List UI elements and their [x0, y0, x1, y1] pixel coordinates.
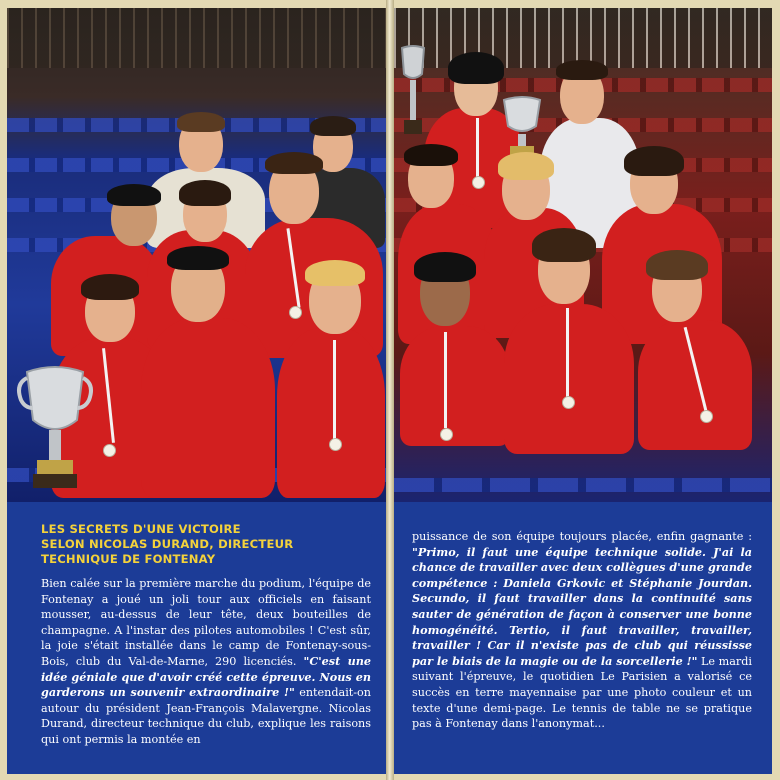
heading-line: SELON NICOLAS DURAND, DIRECTEUR	[41, 537, 294, 551]
trophy-icon	[398, 44, 428, 144]
body-text: Bien calée sur la première marche du podium, l'équipe de Fontenay a joué un joli tour aux officiels en faisant mousser, au-dessus de leur tête, deux bouteilles de champagne. A l'instar des pilotes automobiles ! C'est sûr, la joie s'était installée dans le camp de Fontenay-sous-Bois, club du Val-de-Marne, 290 licenciés.	[41, 577, 371, 668]
body-text: Le mardi suivant l'épreuve, le quotidien Le Parisien a valorisé ce succès en terre mayennaise par une photo couleur et un texte d'une demi-page. Le tennis de table ne se pratique pas à Fontenay dans l'anonymat...	[412, 654, 752, 731]
arena-rafters	[7, 8, 386, 68]
trophy-icon	[498, 96, 546, 160]
body-text: entendait-on autour du président Jean-François Malavergne. Nicolas Durand, directeur technique du club, explique les raisons qui ont permis la montée en	[41, 686, 371, 746]
right-page	[394, 8, 772, 774]
article-heading	[41, 522, 381, 567]
page-gutter	[386, 0, 394, 780]
quote-text: "C'est une idée géniale que d'avoir créé cette épreuve. Nous en garderons un souvenir extraordinaire !"	[41, 653, 372, 700]
heading-line: LES SECRETS D'UNE VICTOIRE	[41, 522, 241, 536]
team-photo-left	[7, 8, 386, 502]
article-body-left	[41, 576, 371, 748]
heading-line: TECHNIQUE DE FONTENAY	[41, 552, 216, 566]
stadium-seats	[394, 478, 772, 492]
article-body-right	[412, 529, 752, 732]
quote-text: "Primo, il faut une équipe technique solide. J'ai la chance de travailler avec deux collègues d'une grande compétence : Daniela Grkovic et Stéphanie Jourdan. Secundo, il faut travailler dans la continuité sans sauter de génération de façon à conserver une bonne homogénéité. Tertio, il faut travailler, travailler, travailler ! Car il n'existe pas de club qui réussisse par le biais de la magie ou de la sorcellerie !"	[412, 544, 752, 668]
trophy-icon	[15, 364, 95, 494]
arena-rafters	[394, 8, 772, 68]
body-text: puissance de son équipe toujours placée, enfin gagnante :	[412, 530, 752, 543]
team-photo-right	[394, 8, 772, 502]
left-page	[7, 8, 386, 774]
